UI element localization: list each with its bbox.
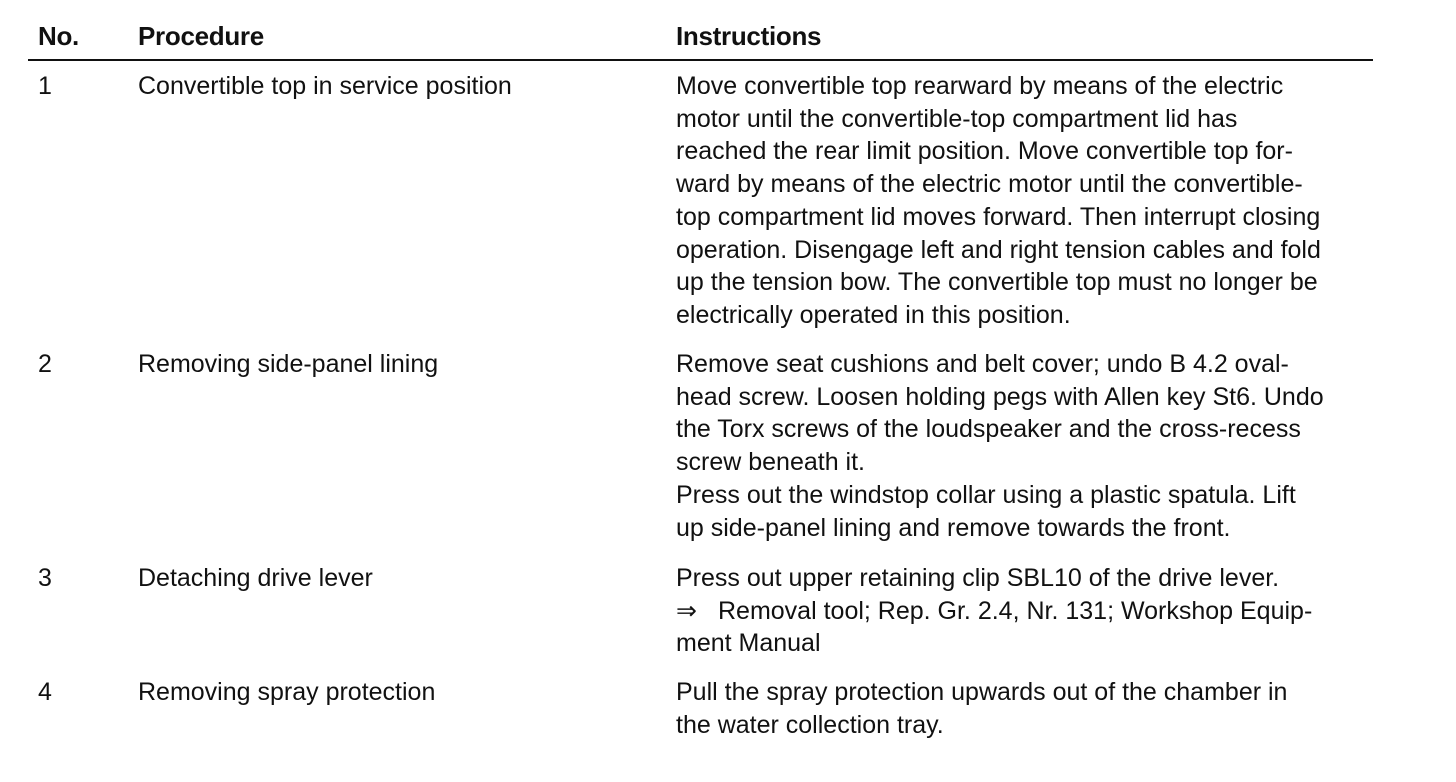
row-number: 1	[38, 72, 52, 100]
instruction-line: up the tension bow. The convertible top must no longer be	[676, 268, 1318, 297]
table-header	[36, 18, 1372, 58]
instruction-line: the Torx screws of the loudspeaker and the cross-recess	[676, 415, 1301, 444]
row-procedure: Removing spray protection	[138, 678, 436, 706]
row-instructions	[676, 70, 1376, 332]
instruction-line: Press out upper retaining clip SBL10 of the drive lever.	[676, 564, 1280, 592]
row-instructions	[676, 348, 1376, 544]
instruction-line: Remove seat cushions and belt cover; undo B 4.2 oval-	[676, 350, 1289, 378]
row-procedure: Detaching drive lever	[138, 564, 373, 592]
row-instructions	[676, 562, 1376, 660]
instruction-line: ment Manual	[676, 629, 821, 658]
instruction-line: operation. Disengage left and right tension cables and fold	[676, 235, 1321, 264]
header-instructions: Instructions	[676, 21, 822, 51]
row-number: 4	[38, 678, 52, 706]
row-procedure: Removing side-panel lining	[138, 350, 439, 378]
instruction-line: screw beneath it.	[676, 448, 865, 477]
instruction-line: Pull the spray protection upwards out of the chamber in	[676, 678, 1288, 706]
instruction-line: reached the rear limit position. Move convertible top for-	[676, 137, 1293, 166]
row-number: 2	[38, 350, 52, 378]
row-number: 3	[38, 564, 52, 592]
instruction-line: motor until the convertible-top compartment lid has	[676, 104, 1238, 133]
double-arrow-right-icon: ⇒	[676, 596, 697, 625]
row-procedure: Convertible top in service position	[138, 72, 512, 100]
instruction-line: electrically operated in this position.	[676, 300, 1071, 329]
instruction-line: Move convertible top rearward by means of the electric	[676, 72, 1284, 100]
header-procedure: Procedure	[138, 21, 264, 51]
instruction-text: Removal tool; Rep. Gr. 2.4, Nr. 131; Workshop Equip-	[718, 596, 1313, 625]
instruction-line: ward by means of the electric motor until the convertible-	[676, 170, 1303, 199]
instruction-line: top compartment lid moves forward. Then interrupt closing	[676, 202, 1321, 231]
instruction-line-with-arrow	[676, 595, 1376, 628]
instruction-line: the water collection tray.	[676, 710, 944, 739]
header-no: No.	[38, 21, 79, 51]
row-instructions	[676, 676, 1376, 741]
instruction-line: head screw. Loosen holding pegs with Allen key St6. Undo	[676, 382, 1324, 411]
instruction-line: up side-panel lining and remove towards the front.	[676, 513, 1231, 542]
header-rule	[28, 59, 1373, 61]
instruction-line: Press out the windstop collar using a plastic spatula. Lift	[676, 480, 1296, 509]
